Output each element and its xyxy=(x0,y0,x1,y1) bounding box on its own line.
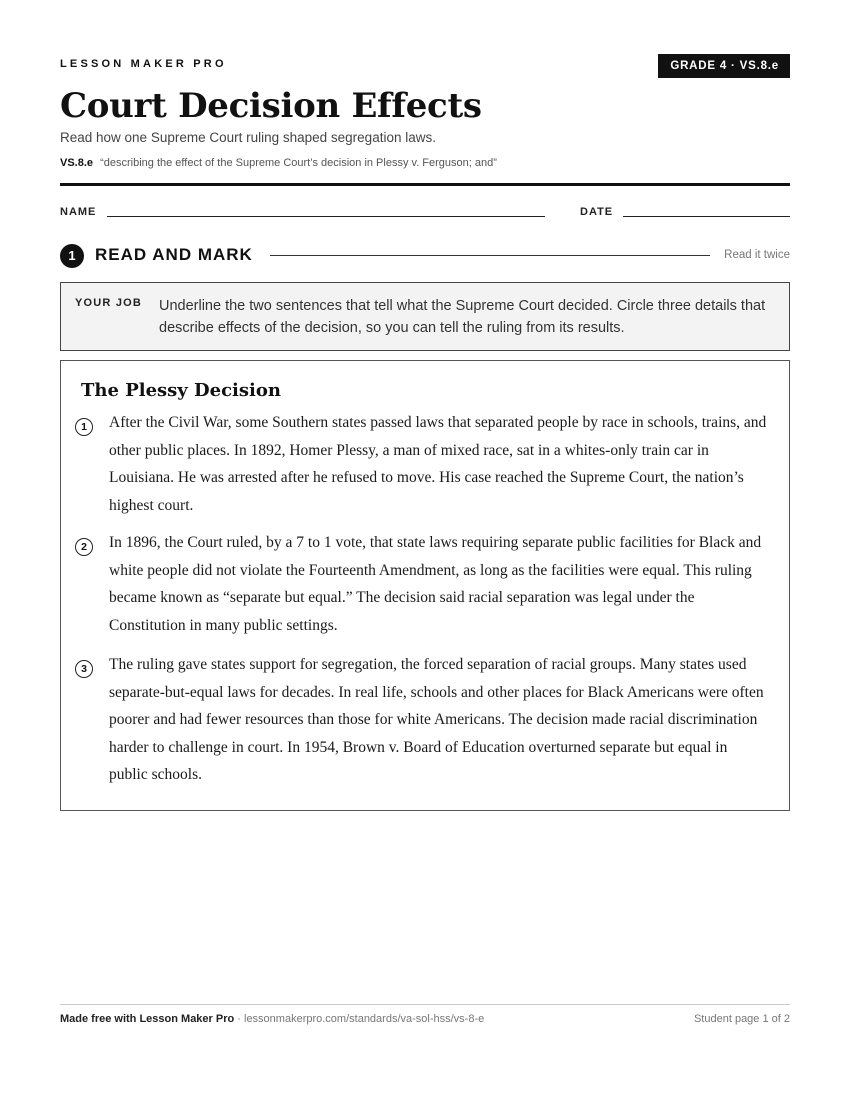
section-divider xyxy=(270,255,710,256)
brand-name: LESSON MAKER PRO xyxy=(60,58,227,70)
job-instructions-box xyxy=(60,282,790,351)
section-note: Read it twice xyxy=(724,249,790,261)
paragraph-number: 2 xyxy=(75,538,93,556)
footer-page-number: Student page 1 of 2 xyxy=(693,1013,790,1025)
job-label: YOUR JOB xyxy=(75,297,143,309)
step-number-badge: 1 xyxy=(60,244,84,268)
footer-url: · lessonmakerpro.com/standards/va-sol-hss/vs-8-e xyxy=(234,1013,485,1025)
reading-passage xyxy=(60,360,790,811)
date-field[interactable] xyxy=(623,216,790,217)
footer-credit xyxy=(60,1012,484,1026)
standard-line xyxy=(60,156,497,170)
paragraph-number: 1 xyxy=(75,418,93,436)
page-subtitle: Read how one Supreme Court ruling shaped segregation laws. xyxy=(60,130,436,145)
name-field[interactable] xyxy=(107,216,545,217)
section-title: READ AND MARK xyxy=(95,245,253,264)
footer-divider xyxy=(60,1004,790,1005)
name-label: NAME xyxy=(60,206,97,218)
page-title: Court Decision Effects xyxy=(60,86,482,126)
paragraph-number: 3 xyxy=(75,660,93,678)
header-divider xyxy=(60,183,790,186)
standard-text: “describing the effect of the Supreme Court’s decision in Plessy v. Ferguson; and” xyxy=(100,157,497,169)
paragraph-text: The ruling gave states support for segregation, the forced separation of racial groups. Many states used separate-but-equal laws for decades. In real life, schools and other places for Black Americans were often poorer and had fewer resources than those for white Americans. The decision made racial discrimination harder to challenge in court. In 1954, Brown v. Board of Education overturned separate but equal in public schools. xyxy=(109,656,764,783)
paragraph-text: After the Civil War, some Southern states passed laws that separated people by race in schools, trains, and other public places. In 1892, Homer Plessy, a man of mixed race, sat in a whites-only train car in Louisiana. He was arrested after he refused to move. His case reached the Supreme Court, the nation’s highest court. xyxy=(109,414,767,514)
worksheet-page xyxy=(60,0,790,1100)
footer-made-with: Made free with Lesson Maker Pro xyxy=(60,1013,235,1025)
grade-badge: GRADE 4 · VS.8.e xyxy=(658,54,790,78)
paragraph-text: In 1896, the Court ruled, by a 7 to 1 vote, that state laws requiring separate public facilities for Black and white people did not violate the Fourteenth Amendment, as long as the facilities were equal. This ruling became known as “separate but equal.” The decision said racial separation was legal under the Constitution in many public settings. xyxy=(109,534,762,634)
passage-title: The Plessy Decision xyxy=(81,380,281,401)
standard-code: VS.8.e xyxy=(60,157,94,169)
date-label: DATE xyxy=(580,206,614,218)
section-header xyxy=(60,243,790,267)
job-text: Underline the two sentences that tell what the Supreme Court decided. Circle three details that describe effects of the decision, so you can tell the ruling from its results. xyxy=(159,298,766,336)
